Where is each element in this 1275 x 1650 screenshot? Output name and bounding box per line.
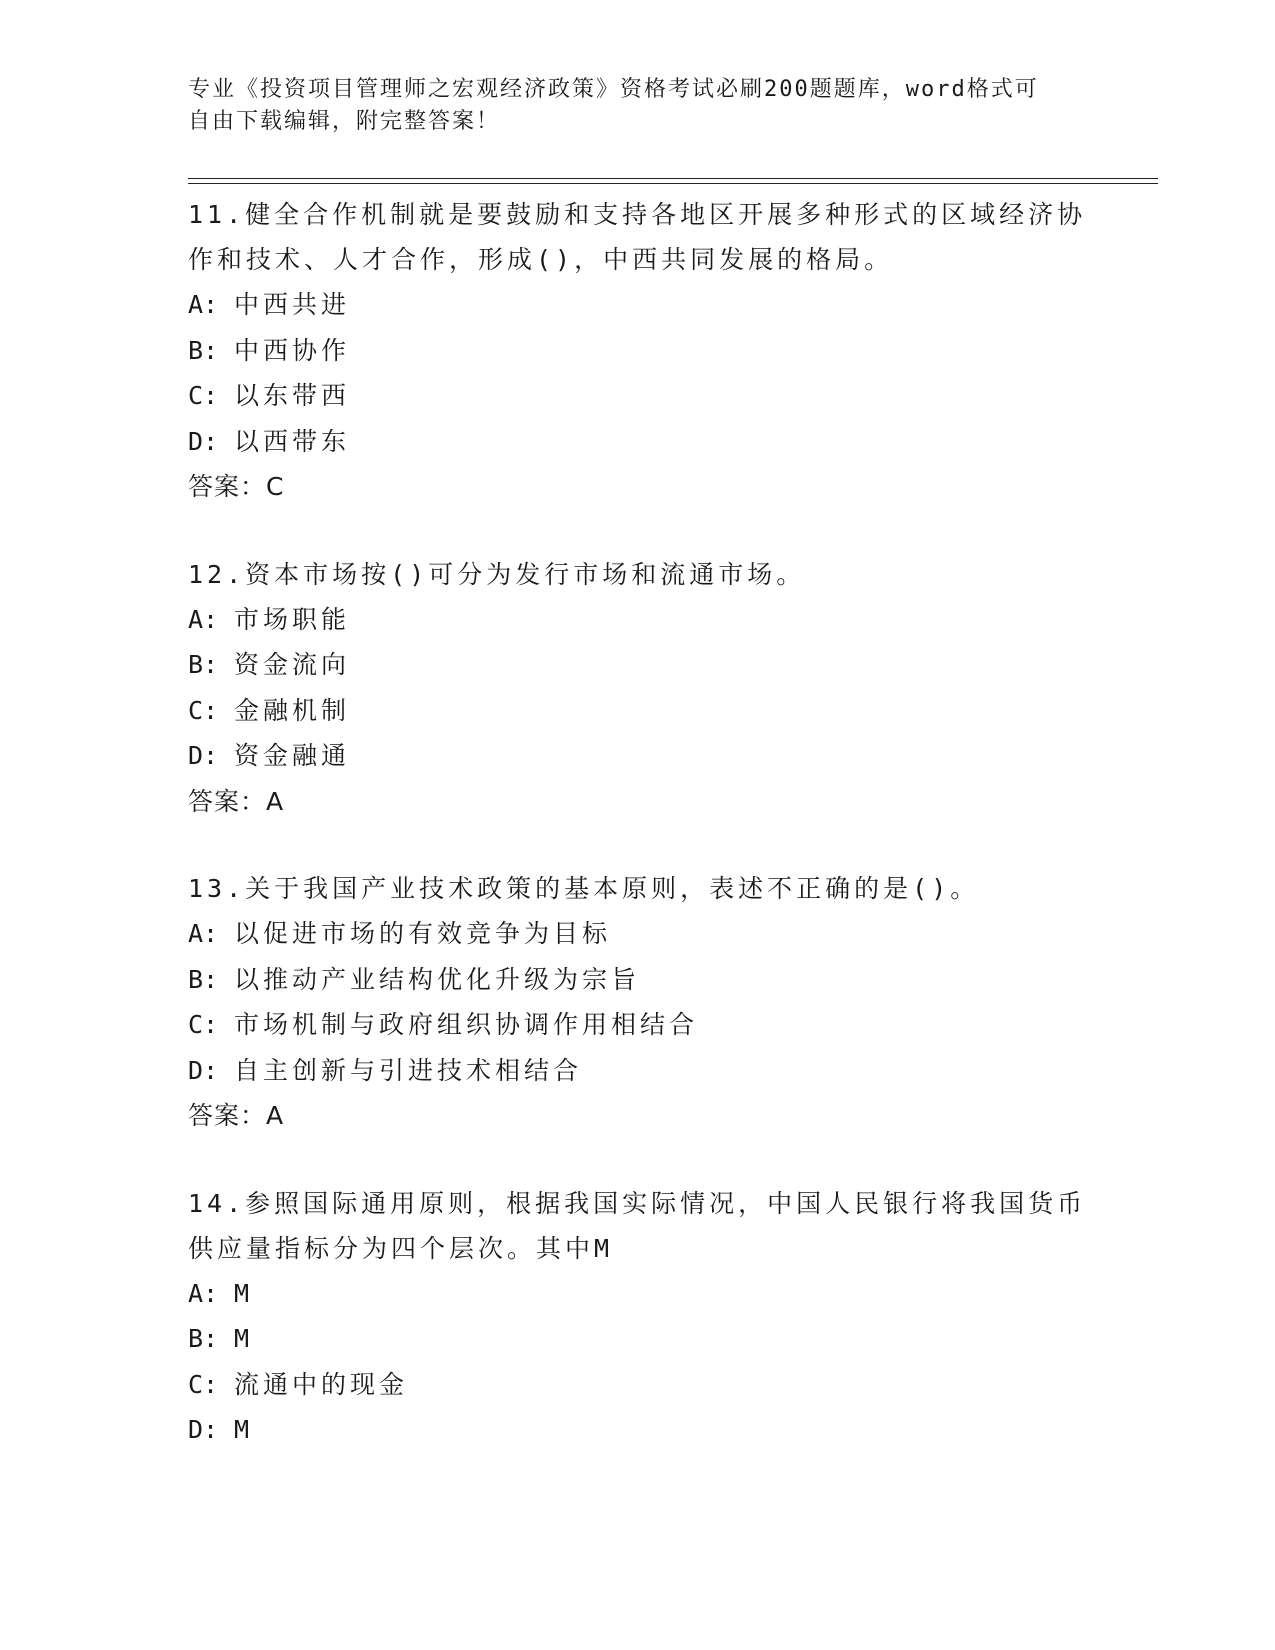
- option-key: C:: [188, 381, 219, 410]
- option-b: [188, 328, 1088, 374]
- option-key: A:: [188, 1278, 219, 1308]
- header-line-1: 专业《投资项目管理师之宏观经济政策》资格考试必刷200题题库，word格式可: [188, 77, 1039, 102]
- header-divider-bottom: [188, 183, 1158, 184]
- header-divider-top: [188, 178, 1158, 179]
- question-stem: [188, 866, 1088, 911]
- option-key: C:: [188, 1010, 219, 1039]
- question-14: [188, 1181, 1088, 1453]
- question-stem-line-1: 12.资本市场按()可分为发行市场和流通市场。: [188, 559, 806, 589]
- question-13: [188, 866, 1088, 1139]
- option-key: C:: [188, 695, 219, 725]
- option-text: 中西共进: [234, 290, 351, 319]
- option-a: [188, 1271, 1088, 1317]
- option-d: [188, 1048, 1088, 1094]
- option-text: 市场机制与政府组织协调作用相结合: [234, 1010, 699, 1039]
- option-text: 资金融通: [234, 741, 351, 770]
- option-text: 以西带东: [234, 426, 351, 456]
- question-stem-line-1: 14.参照国际通用原则，根据我国实际情况，中国人民银行将我国货币: [188, 1188, 1087, 1218]
- answer-line: 答案：C: [188, 472, 285, 501]
- option-key: B:: [188, 1324, 219, 1353]
- option-key: D:: [188, 1055, 219, 1085]
- option-text: 以东带西: [234, 381, 351, 410]
- option-text: 流通中的现金: [234, 1369, 409, 1399]
- option-text: 自主创新与引进技术相结合: [234, 1055, 583, 1085]
- option-c: [188, 688, 1088, 734]
- option-c: [188, 373, 1088, 419]
- question-stem-line-1: 11.健全合作机制就是要鼓励和支持各地区开展多种形式的区域经济协: [188, 200, 1087, 229]
- question-stem-line-1: 13.关于我国产业技术政策的基本原则，表述不正确的是()。: [188, 874, 980, 903]
- option-a: [188, 282, 1088, 328]
- option-text: 金融机制: [234, 695, 351, 725]
- option-key: B:: [188, 335, 219, 365]
- option-key: D:: [188, 1415, 219, 1444]
- question-stem: [188, 192, 1088, 282]
- document-header: [188, 74, 1088, 138]
- answer-line: 答案：A: [188, 786, 285, 816]
- option-text: 以促进市场的有效竞争为目标: [234, 919, 612, 948]
- option-d: [188, 733, 1088, 779]
- option-a: [188, 597, 1088, 643]
- header-line-2: 自由下载编辑，附完整答案！: [188, 109, 501, 134]
- option-b: [188, 642, 1088, 688]
- option-key: A:: [188, 919, 219, 948]
- option-key: B:: [188, 650, 219, 679]
- option-text: M: [234, 1324, 254, 1353]
- question-stem: [188, 1181, 1088, 1271]
- option-d: [188, 1407, 1088, 1453]
- question-stem-line-2: 供应量指标分为四个层次。其中M: [188, 1233, 614, 1263]
- option-key: A:: [188, 604, 219, 634]
- question-12: [188, 552, 1088, 825]
- question-stem: [188, 552, 1088, 597]
- option-key: C:: [188, 1369, 219, 1399]
- option-text: M: [234, 1415, 254, 1444]
- option-c: [188, 1362, 1088, 1408]
- option-key: D:: [188, 426, 219, 456]
- option-b: [188, 1316, 1088, 1362]
- option-text: 以推动产业结构优化升级为宗旨: [234, 964, 641, 994]
- answer-line: 答案：A: [188, 1101, 285, 1130]
- option-a: [188, 911, 1088, 957]
- option-d: [188, 419, 1088, 465]
- option-text: 资金流向: [234, 650, 351, 679]
- option-b: [188, 957, 1088, 1003]
- option-c: [188, 1002, 1088, 1048]
- option-key: B:: [188, 964, 219, 994]
- option-text: M: [234, 1278, 254, 1308]
- option-text: 市场职能: [234, 604, 351, 634]
- option-key: A:: [188, 290, 219, 319]
- option-key: D:: [188, 741, 219, 770]
- question-stem-line-2: 作和技术、人才合作，形成()，中西共同发展的格局。: [188, 245, 894, 274]
- question-11: [188, 192, 1088, 510]
- question-list: [188, 192, 1088, 1495]
- option-text: 中西协作: [234, 335, 351, 365]
